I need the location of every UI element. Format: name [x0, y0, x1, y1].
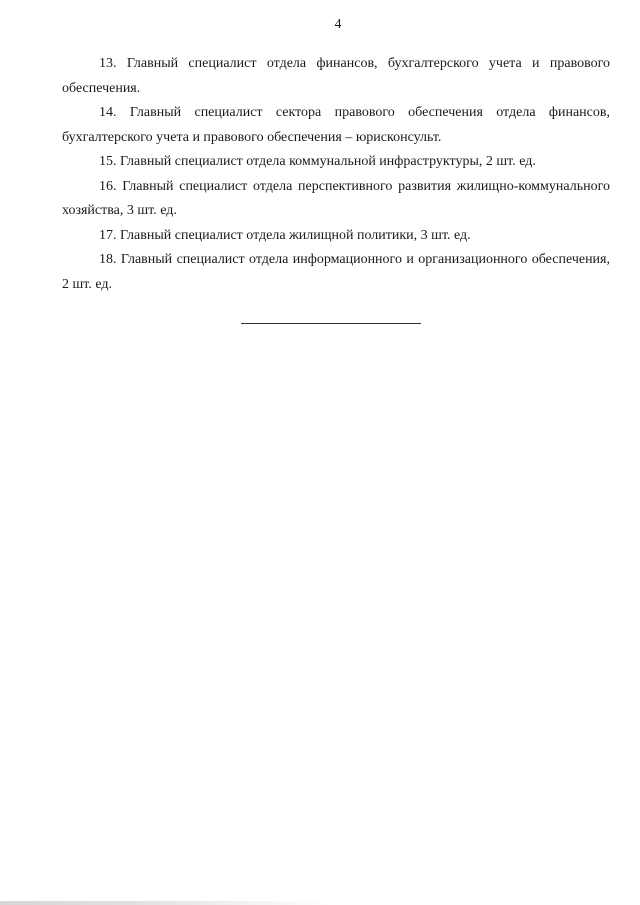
- page-number: 4: [334, 17, 342, 32]
- list-item: 14. Главный специалист сектора правового обеспечения отдела финансов, бухгалтерского учета и правового обеспечения – юрисконсульт.: [62, 105, 610, 145]
- list-item: 13. Главный специалист отдела финансов, бухгалтерского учета и правового обеспечения.: [62, 56, 610, 96]
- position-list: [62, 52, 610, 297]
- end-separator-line: [241, 323, 421, 324]
- list-item: 15. Главный специалист отдела коммунальной инфраструктуры, 2 шт. ед.: [99, 154, 536, 169]
- scan-artifact: [0, 901, 330, 905]
- list-item: 18. Главный специалист отдела информационного и организационного обеспечения, 2 шт. ед.: [62, 252, 610, 292]
- list-item: 16. Главный специалист отдела перспективного развития жилищно-коммунального хозяйства, 3 шт. ед.: [62, 178, 610, 218]
- list-item: 17. Главный специалист отдела жилищной политики, 3 шт. ед.: [99, 227, 471, 243]
